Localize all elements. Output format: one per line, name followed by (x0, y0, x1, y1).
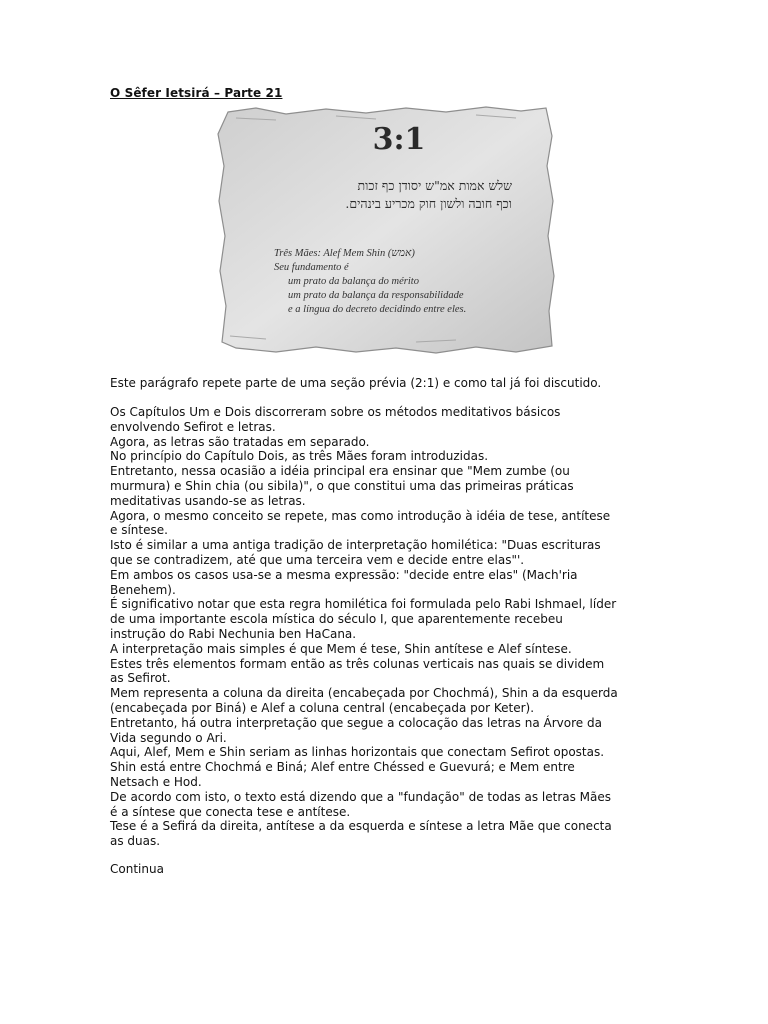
continue-label: Continua (110, 862, 164, 876)
body-paragraph (110, 405, 670, 849)
text-line: as Sefirot. (110, 671, 171, 686)
text-line: meditativas usando-se as letras. (110, 493, 306, 508)
text-line: Shin está entre Chochmá e Biná; Alef entre Chéssed e Guevurá; e Mem entre (110, 760, 575, 775)
translation-line: Três Mães: Alef Mem Shin (אמש) (274, 248, 415, 259)
text-line: Agora, o mesmo conceito se repete, mas como introdução à idéia de tese, antítese (110, 508, 611, 523)
text-line: Em ambos os casos usa-se a mesma expressão: "decide entre elas" (Mach'ria (110, 567, 578, 582)
translation-line: e a língua do decreto decidindo entre eles. (288, 304, 467, 315)
text-line: as duas. (110, 834, 161, 849)
text-line: Agora, as letras são tratadas em separado. (110, 434, 370, 449)
text-line: A interpretação mais simples é que Mem é tese, Shin antítese e Alef síntese. (110, 641, 572, 656)
text-line: Isto é similar a uma antiga tradição de interpretação homilética: "Duas escrituras (110, 538, 601, 553)
text-line: No princípio do Capítulo Dois, as três Mães foram introduzidas. (110, 449, 489, 464)
document-title: O Sêfer Ietsirá – Parte 21 (110, 86, 283, 100)
text-line: envolvendo Sefirot e letras. (110, 419, 276, 434)
text-line: que se contradizem, até que uma terceira vem e decide entre elas"'. (110, 552, 525, 567)
hebrew-line: שלש אמות אמ"ש יסודן כף זכות (357, 178, 512, 193)
text-line: Estes três elementos formam então as três colunas verticais nas quais se dividem (110, 656, 605, 671)
translation-line: Seu fundamento é (274, 262, 349, 273)
text-line: de uma importante escola mística do século I, que aparentemente recebeu (110, 612, 563, 627)
text-line: Mem representa a coluna da direita (encabeçada por Chochmá), Shin a da esquerda (110, 686, 618, 701)
text-line: é a síntese que conecta tese e antítese. (110, 804, 351, 819)
verse-number: 3:1 (372, 122, 426, 157)
text-line: Entretanto, há outra interpretação que segue a colocação das letras na Árvore da (110, 715, 602, 730)
translation-line: um prato da balança do mérito (288, 276, 419, 287)
text-line: murmura) e Shin chia (ou sibila)", o que constitui uma das primeiras práticas (110, 478, 574, 493)
text-line: É significativo notar que esta regra homilética foi formulada pelo Rabi Ishmael, líder (110, 597, 617, 612)
text-line: Tese é a Sefirá da direita, antítese a da esquerda e síntese a letra Mãe que conecta (110, 819, 612, 834)
translation-line: um prato da balança da responsabilidade (288, 290, 464, 301)
text-line: De acordo com isto, o texto está dizendo que a "fundação" de todas as letras Mães (110, 789, 612, 804)
text-line: e síntese. (110, 523, 168, 538)
text-line: Aqui, Alef, Mem e Shin seriam as linhas horizontais que conectam Sefirot opostas. (110, 745, 605, 760)
text-line: Entretanto, nessa ocasião a idéia principal era ensinar que "Mem zumbe (ou (110, 464, 570, 479)
text-line: Os Capítulos Um e Dois discorreram sobre os métodos meditativos básicos (110, 405, 561, 419)
text-line: instrução do Rabi Nechunia ben HaCana. (110, 626, 357, 641)
intro-paragraph: Este parágrafo repete parte de uma seção prévia (2:1) e como tal já foi discutido. (110, 376, 602, 390)
text-line: Vida segundo o Ari. (110, 730, 227, 745)
text-line: Netsach e Hod. (110, 774, 202, 789)
scanned-page-image (216, 106, 556, 354)
text-line: (encabeçada por Biná) e Alef a coluna central (encabeçada por Keter). (110, 700, 535, 715)
hebrew-line: וכף חובה ולשון חוק מכריע בינהים. (345, 196, 512, 211)
text-line: Benehem). (110, 582, 176, 597)
